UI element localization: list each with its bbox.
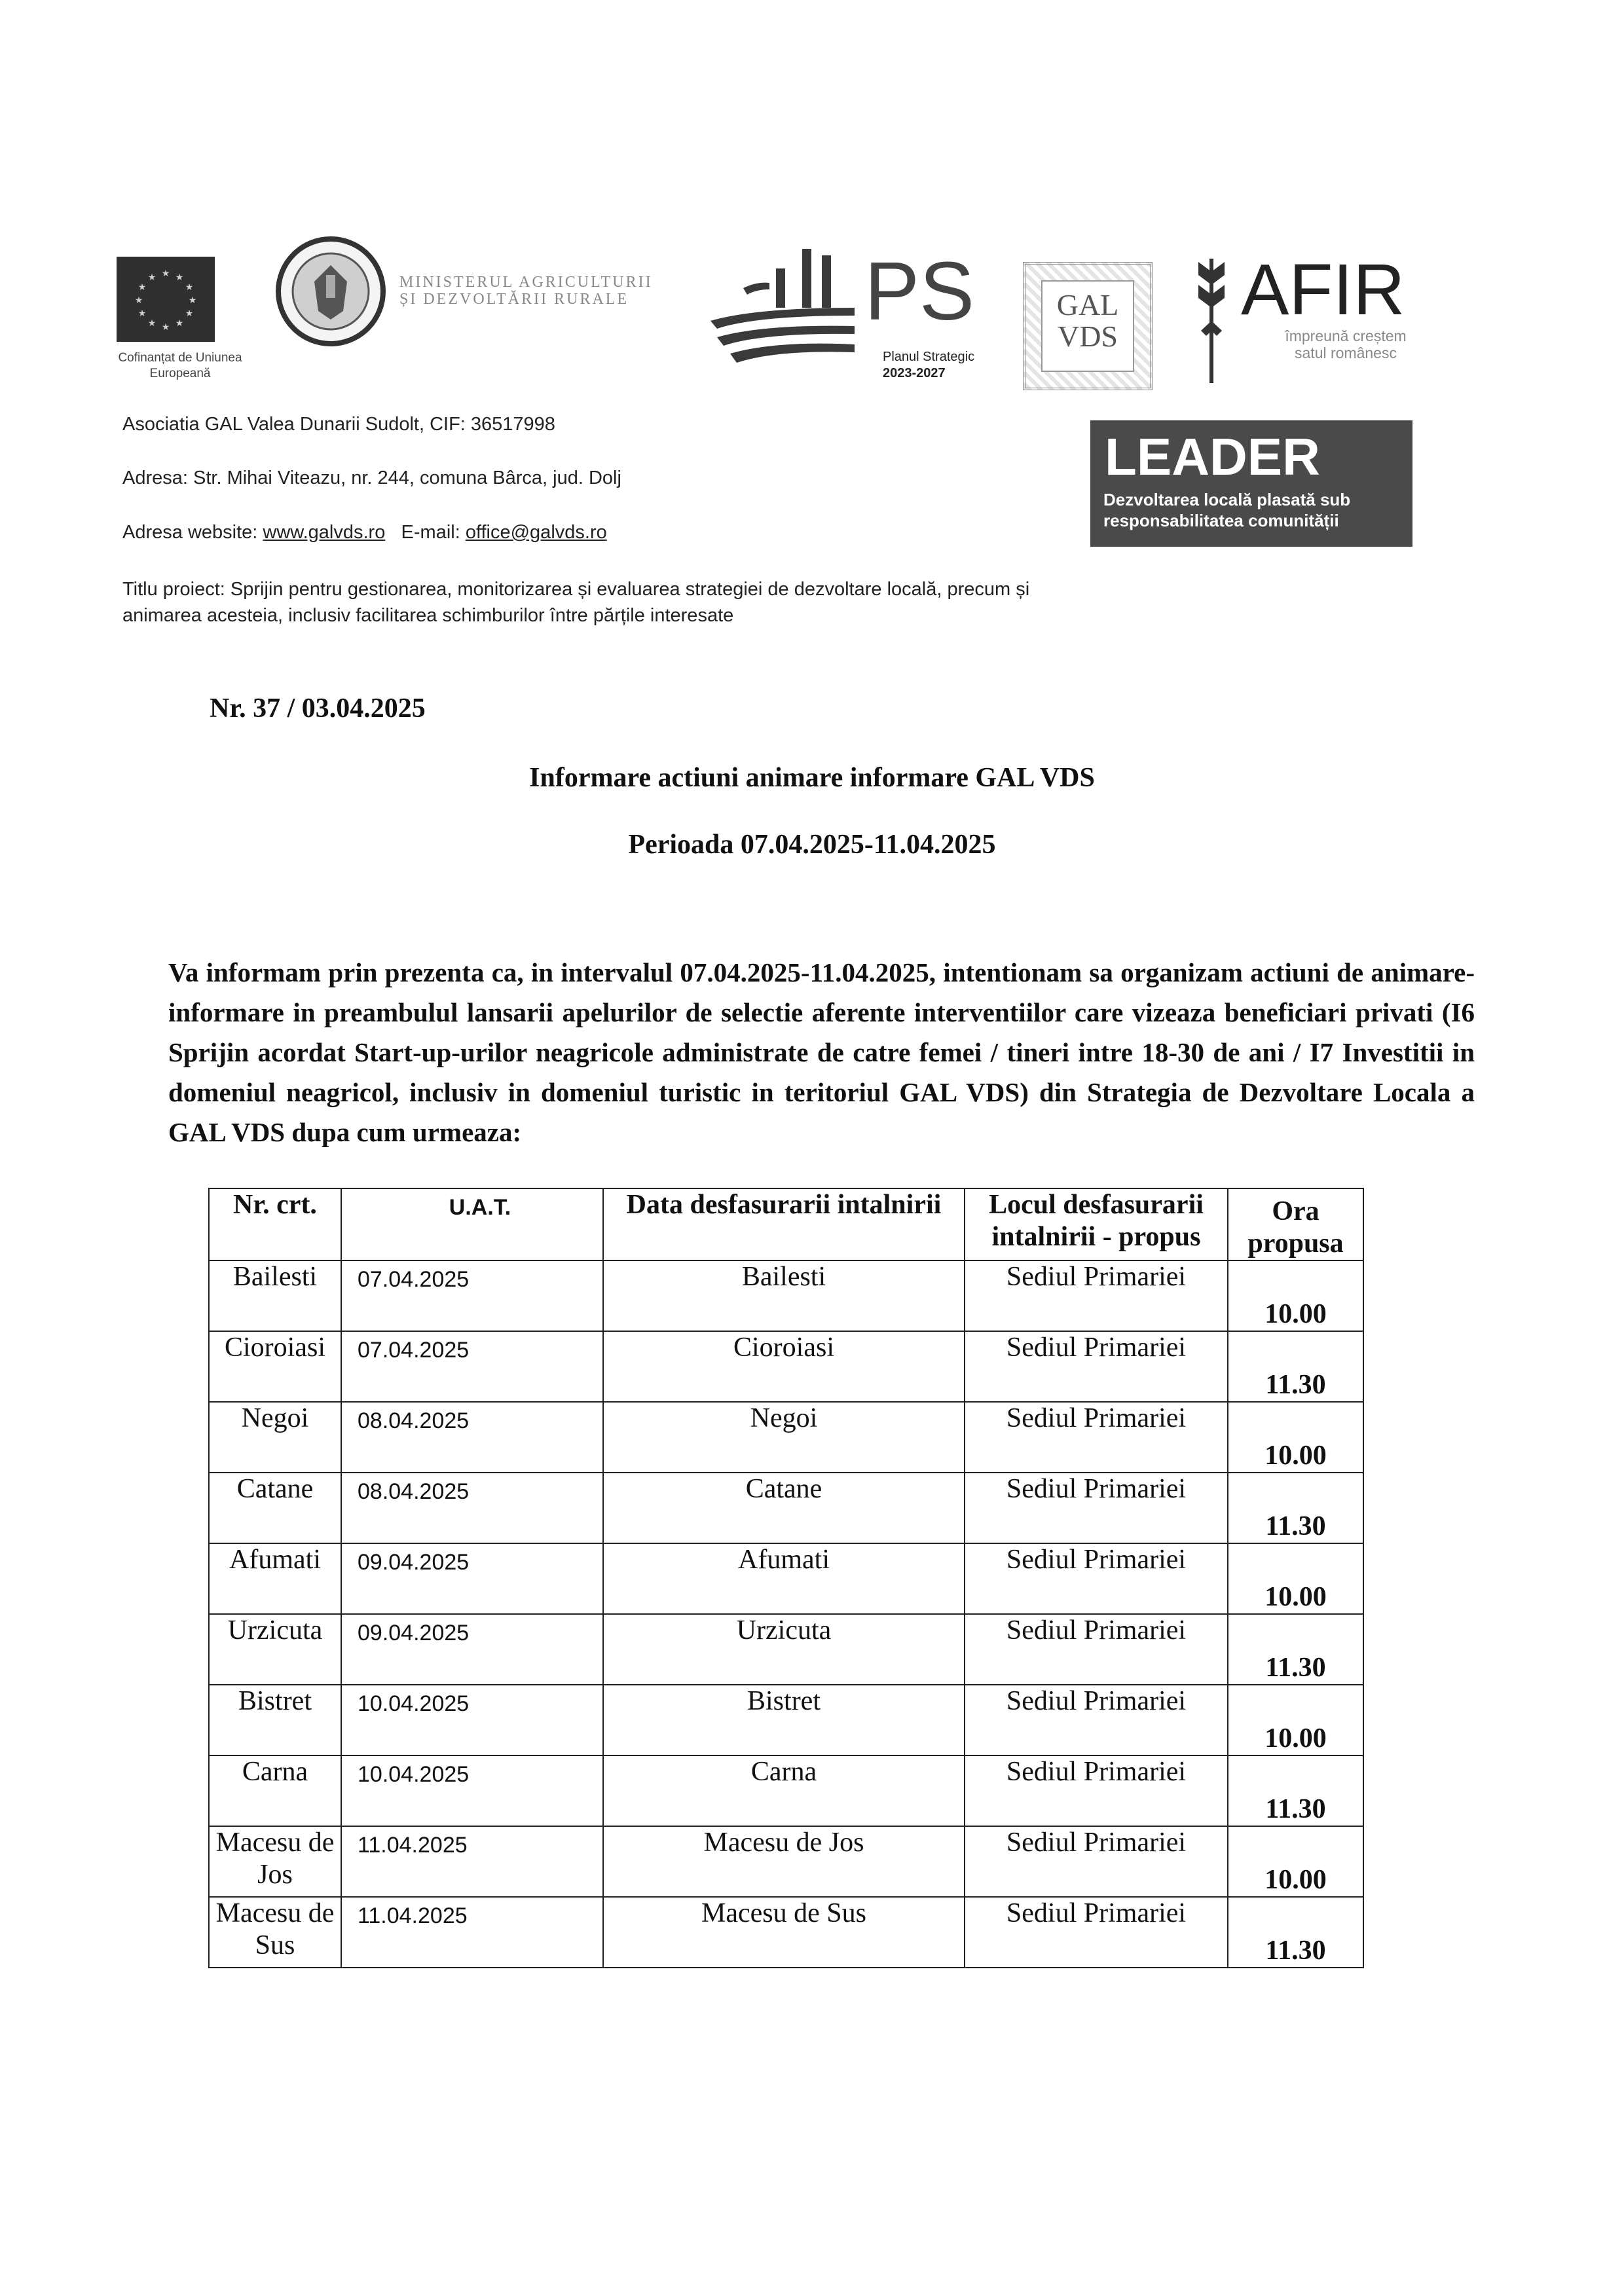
svg-text:★: ★: [138, 308, 147, 319]
ps-waves-logo: [704, 242, 861, 393]
row-time: [1228, 1402, 1363, 1473]
table-row: [209, 1331, 1363, 1402]
eu-flag-logo: [117, 257, 215, 342]
row-date: 11.04.2025: [341, 1826, 603, 1897]
table-row: [209, 1614, 1363, 1685]
row-date: 09.04.2025: [341, 1543, 603, 1614]
row-time: [1228, 1473, 1363, 1543]
row-nr-crt: Cioroiasi: [209, 1331, 341, 1402]
svg-text:★: ★: [134, 295, 143, 306]
header-time: Ora propusa: [1228, 1188, 1363, 1260]
row-location: Sediul Primariei: [965, 1614, 1228, 1685]
row-location: Sediul Primariei: [965, 1755, 1228, 1826]
ps-subtitle-block: [883, 349, 974, 382]
row-location: Sediul Primariei: [965, 1685, 1228, 1755]
ps-years: 2023-2027: [883, 366, 946, 380]
row-time: [1228, 1260, 1363, 1331]
website-label: Adresa website:: [122, 522, 258, 543]
table-row: [209, 1473, 1363, 1543]
row-location: Sediul Primariei: [965, 1402, 1228, 1473]
row-time-value: 10.00: [1264, 1723, 1327, 1753]
intro-paragraph: Va informam prin prezenta ca, in intervalul 07.04.2025-11.04.2025, intentionam sa organizam actiuni de animare-informare in preambulul lansarii apelurilor de selectie aferente interventiilor care vizeaza beneficiari privati (I6 Sprijin acordat Start-up-urilor neagricole administrate de catre femei / tineri intre 18-30 de ani / I7 Investitii in domeniul neagricol, inclusiv in domeniul turistic in teritoriul GAL VDS) din Strategia de Dezvoltare Locala a GAL VDS dupa cum urmeaza:: [168, 957, 1475, 1147]
row-time-value: 11.30: [1265, 1794, 1326, 1824]
row-uat: Cioroiasi: [603, 1331, 965, 1402]
svg-text:★: ★: [147, 272, 157, 283]
row-time: [1228, 1331, 1363, 1402]
row-time: [1228, 1614, 1363, 1685]
project-title: Titlu proiect: Sprijin pentru gestionarea, monitorizarea și evaluarea strategiei de dezvoltare locală, precum și animarea acesteia, inclusiv facilitarea schimburilor între părțile interesate: [122, 579, 1030, 626]
gal-vds-logo-text: GAL VDS: [1041, 280, 1134, 372]
row-time-value: 11.30: [1265, 1370, 1326, 1400]
row-uat: Macesu de Jos: [603, 1826, 965, 1897]
row-location: Sediul Primariei: [965, 1826, 1228, 1897]
row-time: [1228, 1755, 1363, 1826]
table-header-row: [209, 1188, 1363, 1260]
email-label: E-mail:: [401, 522, 460, 543]
svg-text:★: ★: [185, 308, 194, 319]
table-row: [209, 1260, 1363, 1331]
row-time-value: 10.00: [1264, 1441, 1327, 1471]
header-uat: U.A.T.: [341, 1188, 603, 1260]
row-nr-crt: Negoi: [209, 1402, 341, 1473]
row-location: Sediul Primariei: [965, 1543, 1228, 1614]
row-time-value: 11.30: [1265, 1936, 1326, 1966]
row-date: 07.04.2025: [341, 1331, 603, 1402]
row-nr-crt: Urzicuta: [209, 1614, 341, 1685]
website-link[interactable]: www.galvds.ro: [263, 522, 386, 543]
row-uat: Macesu de Sus: [603, 1897, 965, 1968]
government-seal-logo: [275, 236, 386, 347]
row-nr-crt: Macesu de Jos: [209, 1826, 341, 1897]
row-date: 10.04.2025: [341, 1755, 603, 1826]
contact-line: [122, 521, 607, 544]
row-uat: Catane: [603, 1473, 965, 1543]
table-body: [209, 1260, 1363, 1968]
header-nr-crt: Nr. crt.: [209, 1188, 341, 1260]
row-location: Sediul Primariei: [965, 1897, 1228, 1968]
address-line: Adresa: Str. Mihai Viteazu, nr. 244, comuna Bârca, jud. Dolj: [122, 468, 621, 488]
ps-title: PS: [864, 245, 975, 337]
header-date: Data desfasurarii intalnirii: [603, 1188, 965, 1260]
row-date: 10.04.2025: [341, 1685, 603, 1755]
header-location: Locul desfasurarii intalnirii - propus: [965, 1188, 1228, 1260]
row-time: [1228, 1897, 1363, 1968]
row-date: 08.04.2025: [341, 1402, 603, 1473]
row-uat: Afumati: [603, 1543, 965, 1614]
row-time-value: 11.30: [1265, 1511, 1326, 1541]
row-nr-crt: Afumati: [209, 1543, 341, 1614]
table-row: [209, 1755, 1363, 1826]
row-time: [1228, 1826, 1363, 1897]
table-row: [209, 1685, 1363, 1755]
email-link[interactable]: office@galvds.ro: [465, 522, 607, 543]
row-nr-crt: Catane: [209, 1473, 341, 1543]
leader-title: LEADER: [1105, 428, 1320, 486]
row-time: [1228, 1685, 1363, 1755]
row-uat: Carna: [603, 1755, 965, 1826]
table-row: [209, 1402, 1363, 1473]
document-period: Perioada 07.04.2025-11.04.2025: [628, 830, 996, 860]
row-nr-crt: Carna: [209, 1755, 341, 1826]
association-line: Asociatia GAL Valea Dunarii Sudolt, CIF: 36517998: [122, 414, 555, 435]
svg-text:★: ★: [138, 282, 147, 293]
table-row: [209, 1897, 1363, 1968]
svg-text:★: ★: [185, 282, 194, 293]
leader-logo: [1090, 420, 1412, 547]
row-time-value: 10.00: [1264, 1299, 1327, 1329]
gal-vds-logo: [1023, 262, 1153, 390]
svg-text:★: ★: [175, 272, 184, 283]
wheat-icon: [1192, 259, 1231, 383]
svg-text:★: ★: [188, 295, 197, 306]
schedule-table: [208, 1188, 1364, 1968]
row-date: 11.04.2025: [341, 1897, 603, 1968]
row-location: Sediul Primariei: [965, 1473, 1228, 1543]
row-date: 07.04.2025: [341, 1260, 603, 1331]
row-time: [1228, 1543, 1363, 1614]
row-uat: Negoi: [603, 1402, 965, 1473]
ministry-name: MINISTERUL AGRICULTURII ȘI DEZVOLTĂRII RURALE: [399, 274, 653, 308]
svg-text:★: ★: [147, 318, 157, 329]
row-location: Sediul Primariei: [965, 1260, 1228, 1331]
row-location: Sediul Primariei: [965, 1331, 1228, 1402]
row-uat: Bistret: [603, 1685, 965, 1755]
svg-text:★: ★: [161, 268, 170, 279]
row-nr-crt: Bistret: [209, 1685, 341, 1755]
row-nr-crt: Macesu de Sus: [209, 1897, 341, 1968]
row-uat: Bailesti: [603, 1260, 965, 1331]
document-number: Nr. 37 / 03.04.2025: [210, 693, 426, 724]
afir-subtitle: împreună creștem satul românesc: [1285, 327, 1407, 361]
table-row: [209, 1543, 1363, 1614]
row-date: 08.04.2025: [341, 1473, 603, 1543]
row-time-value: 10.00: [1264, 1865, 1327, 1895]
leader-subtitle: Dezvoltarea locală plasată sub responsabilitatea comunității: [1103, 490, 1351, 530]
table-row: [209, 1826, 1363, 1897]
row-date: 09.04.2025: [341, 1614, 603, 1685]
svg-text:★: ★: [175, 318, 184, 329]
eu-caption: Cofinanțat de Uniunea Europeană: [118, 351, 242, 380]
document-title: Informare actiuni animare informare GAL VDS: [529, 763, 1095, 793]
row-time-value: 10.00: [1264, 1582, 1327, 1612]
ps-subtitle: Planul Strategic: [883, 350, 975, 364]
svg-text:★: ★: [161, 322, 170, 333]
row-uat: Urzicuta: [603, 1614, 965, 1685]
row-time-value: 11.30: [1265, 1653, 1326, 1683]
row-nr-crt: Bailesti: [209, 1260, 341, 1331]
afir-title: AFIR: [1241, 249, 1405, 330]
